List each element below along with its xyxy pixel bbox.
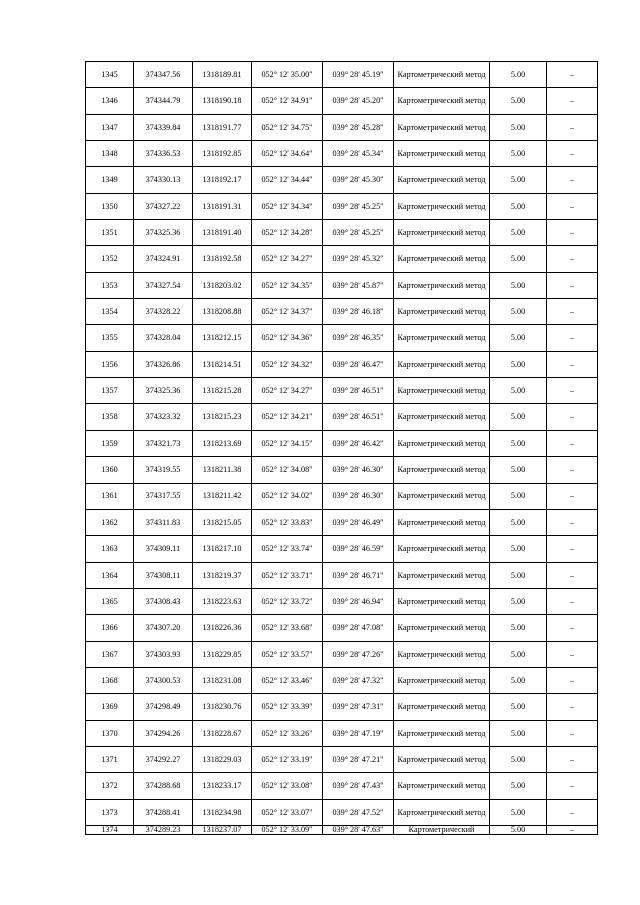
- point-number-cell: 1368: [86, 667, 134, 693]
- table-row: [86, 720, 598, 746]
- y-coordinate-cell: 1318228.67: [193, 720, 252, 746]
- accuracy-cell: 5.00: [490, 378, 547, 404]
- description-cell: –: [547, 562, 598, 588]
- coordinates-table: [85, 61, 598, 835]
- latitude-cell: 052° 12' 34.27": [252, 378, 323, 404]
- method-cell: Картометрический метод: [394, 193, 490, 219]
- method-cell: Картометрический метод: [394, 562, 490, 588]
- x-coordinate-cell: 374288.41: [134, 799, 193, 825]
- x-coordinate-cell: 374344.79: [134, 88, 193, 114]
- method-cell: Картометрический метод: [394, 694, 490, 720]
- longitude-cell: 039° 28' 45.28": [323, 114, 394, 140]
- table-row: [86, 193, 598, 219]
- method-cell: Картометрический метод: [394, 588, 490, 614]
- latitude-cell: 052° 12' 34.35": [252, 272, 323, 298]
- point-number-cell: 1349: [86, 167, 134, 193]
- accuracy-cell: 5.00: [490, 588, 547, 614]
- x-coordinate-cell: 374298.49: [134, 694, 193, 720]
- description-cell: –: [547, 378, 598, 404]
- description-cell: –: [547, 641, 598, 667]
- y-coordinate-cell: 1318211.42: [193, 483, 252, 509]
- point-number-cell: 1345: [86, 62, 134, 88]
- table-row: [86, 483, 598, 509]
- longitude-cell: 039° 28' 47.52": [323, 799, 394, 825]
- description-cell: –: [547, 667, 598, 693]
- point-number-cell: 1371: [86, 746, 134, 772]
- longitude-cell: 039° 28' 47.21": [323, 746, 394, 772]
- y-coordinate-cell: 1318233.17: [193, 773, 252, 799]
- latitude-cell: 052° 12' 33.83": [252, 509, 323, 535]
- latitude-cell: 052° 12' 34.21": [252, 404, 323, 430]
- table-row: [86, 246, 598, 272]
- point-number-cell: 1355: [86, 325, 134, 351]
- latitude-cell: 052° 12' 34.28": [252, 220, 323, 246]
- method-cell: Картометрический метод: [394, 773, 490, 799]
- description-cell: –: [547, 114, 598, 140]
- y-coordinate-cell: 1318213.69: [193, 430, 252, 456]
- accuracy-cell: 5.00: [490, 720, 547, 746]
- x-coordinate-cell: 374321.73: [134, 430, 193, 456]
- accuracy-cell: 5.00: [490, 246, 547, 272]
- x-coordinate-cell: 374294.26: [134, 720, 193, 746]
- method-cell: Картометрический метод: [394, 615, 490, 641]
- y-coordinate-cell: 1318215.28: [193, 378, 252, 404]
- description-cell: –: [547, 88, 598, 114]
- y-coordinate-cell: 1318191.31: [193, 193, 252, 219]
- description-cell: –: [547, 167, 598, 193]
- accuracy-cell: 5.00: [490, 430, 547, 456]
- method-cell: Картометрический метод: [394, 509, 490, 535]
- latitude-cell: 052° 12' 33.08": [252, 773, 323, 799]
- table-row: [86, 509, 598, 535]
- longitude-cell: 039° 28' 46.71": [323, 562, 394, 588]
- description-cell: –: [547, 220, 598, 246]
- point-number-cell: 1348: [86, 141, 134, 167]
- x-coordinate-cell: 374327.54: [134, 272, 193, 298]
- y-coordinate-cell: 1318215.05: [193, 509, 252, 535]
- x-coordinate-cell: 374336.53: [134, 141, 193, 167]
- accuracy-cell: 5.00: [490, 641, 547, 667]
- x-coordinate-cell: 374326.86: [134, 351, 193, 377]
- accuracy-cell: 5.00: [490, 773, 547, 799]
- method-cell: Картометрический метод: [394, 746, 490, 772]
- longitude-cell: 039° 28' 45.19": [323, 62, 394, 88]
- longitude-cell: 039° 28' 47.32": [323, 667, 394, 693]
- accuracy-cell: 5.00: [490, 299, 547, 325]
- accuracy-cell: 5.00: [490, 351, 547, 377]
- description-cell: –: [547, 62, 598, 88]
- method-cell: Картометрический метод: [394, 483, 490, 509]
- point-number-cell: 1369: [86, 694, 134, 720]
- y-coordinate-cell: 1318229.03: [193, 746, 252, 772]
- method-cell: Картометрический метод: [394, 114, 490, 140]
- x-coordinate-cell: 374328.04: [134, 325, 193, 351]
- table-row: [86, 667, 598, 693]
- accuracy-cell: 5.00: [490, 404, 547, 430]
- y-coordinate-cell: 1318208.88: [193, 299, 252, 325]
- latitude-cell: 052° 12' 34.64": [252, 141, 323, 167]
- y-coordinate-cell: 1318190.18: [193, 88, 252, 114]
- accuracy-cell: 5.00: [490, 536, 547, 562]
- method-cell: Картометрический метод: [394, 220, 490, 246]
- y-coordinate-cell: 1318203.02: [193, 272, 252, 298]
- table-row: [86, 746, 598, 772]
- point-number-cell: 1365: [86, 588, 134, 614]
- description-cell: –: [547, 430, 598, 456]
- latitude-cell: 052° 12' 34.32": [252, 351, 323, 377]
- longitude-cell: 039° 28' 47.08": [323, 615, 394, 641]
- description-cell: –: [547, 536, 598, 562]
- accuracy-cell: 5.00: [490, 272, 547, 298]
- longitude-cell: 039° 28' 46.94": [323, 588, 394, 614]
- accuracy-cell: 5.00: [490, 457, 547, 483]
- table-row: [86, 378, 598, 404]
- table-row: [86, 641, 598, 667]
- x-coordinate-cell: 374303.93: [134, 641, 193, 667]
- x-coordinate-cell: 374288.68: [134, 773, 193, 799]
- point-number-cell: 1367: [86, 641, 134, 667]
- latitude-cell: 052° 12' 33.09": [252, 825, 323, 834]
- point-number-cell: 1359: [86, 430, 134, 456]
- accuracy-cell: 5.00: [490, 799, 547, 825]
- latitude-cell: 052° 12' 33.72": [252, 588, 323, 614]
- method-cell: Картометрический метод: [394, 799, 490, 825]
- method-cell: Картометрический метод: [394, 430, 490, 456]
- accuracy-cell: 5.00: [490, 325, 547, 351]
- longitude-cell: 039° 28' 45.25": [323, 220, 394, 246]
- latitude-cell: 052° 12' 34.34": [252, 193, 323, 219]
- latitude-cell: 052° 12' 34.91": [252, 88, 323, 114]
- table-body: [86, 62, 598, 835]
- longitude-cell: 039° 28' 46.59": [323, 536, 394, 562]
- description-cell: –: [547, 404, 598, 430]
- x-coordinate-cell: 374325.36: [134, 220, 193, 246]
- accuracy-cell: 5.00: [490, 114, 547, 140]
- description-cell: –: [547, 773, 598, 799]
- longitude-cell: 039° 28' 46.49": [323, 509, 394, 535]
- x-coordinate-cell: 374311.83: [134, 509, 193, 535]
- point-number-cell: 1350: [86, 193, 134, 219]
- table-row: [86, 351, 598, 377]
- point-number-cell: 1356: [86, 351, 134, 377]
- x-coordinate-cell: 374289.23: [134, 825, 193, 834]
- x-coordinate-cell: 374309.11: [134, 536, 193, 562]
- table-row: [86, 272, 598, 298]
- longitude-cell: 039° 28' 46.42": [323, 430, 394, 456]
- accuracy-cell: 5.00: [490, 509, 547, 535]
- x-coordinate-cell: 374327.22: [134, 193, 193, 219]
- accuracy-cell: 5.00: [490, 746, 547, 772]
- method-cell: Картометрический метод: [394, 457, 490, 483]
- method-cell: Картометрический метод: [394, 246, 490, 272]
- x-coordinate-cell: 374347.56: [134, 62, 193, 88]
- y-coordinate-cell: 1318189.81: [193, 62, 252, 88]
- x-coordinate-cell: 374330.13: [134, 167, 193, 193]
- latitude-cell: 052° 12' 33.57": [252, 641, 323, 667]
- longitude-cell: 039° 28' 45.25": [323, 193, 394, 219]
- y-coordinate-cell: 1318212.15: [193, 325, 252, 351]
- table-row: [86, 299, 598, 325]
- point-number-cell: 1351: [86, 220, 134, 246]
- description-cell: –: [547, 799, 598, 825]
- method-cell: Картометрический метод: [394, 325, 490, 351]
- y-coordinate-cell: 1318237.07: [193, 825, 252, 834]
- accuracy-cell: 5.00: [490, 141, 547, 167]
- table-row: [86, 325, 598, 351]
- point-number-cell: 1363: [86, 536, 134, 562]
- accuracy-cell: 5.00: [490, 220, 547, 246]
- longitude-cell: 039° 28' 47.63": [323, 825, 394, 834]
- accuracy-cell: 5.00: [490, 615, 547, 641]
- latitude-cell: 052° 12' 34.27": [252, 246, 323, 272]
- y-coordinate-cell: 1318229.85: [193, 641, 252, 667]
- latitude-cell: 052° 12' 35.00": [252, 62, 323, 88]
- x-coordinate-cell: 374328.22: [134, 299, 193, 325]
- table-row: [86, 62, 598, 88]
- table-row: [86, 141, 598, 167]
- table-row: [86, 588, 598, 614]
- x-coordinate-cell: 374307.20: [134, 615, 193, 641]
- table-row: [86, 167, 598, 193]
- description-cell: –: [547, 720, 598, 746]
- latitude-cell: 052° 12' 34.37": [252, 299, 323, 325]
- longitude-cell: 039° 28' 47.19": [323, 720, 394, 746]
- y-coordinate-cell: 1318219.37: [193, 562, 252, 588]
- method-cell: Картометрический метод: [394, 404, 490, 430]
- y-coordinate-cell: 1318234.98: [193, 799, 252, 825]
- point-number-cell: 1352: [86, 246, 134, 272]
- latitude-cell: 052° 12' 34.44": [252, 167, 323, 193]
- point-number-cell: 1370: [86, 720, 134, 746]
- y-coordinate-cell: 1318214.51: [193, 351, 252, 377]
- accuracy-cell: 5.00: [490, 825, 547, 834]
- description-cell: –: [547, 141, 598, 167]
- point-number-cell: 1373: [86, 799, 134, 825]
- y-coordinate-cell: 1318230.76: [193, 694, 252, 720]
- accuracy-cell: 5.00: [490, 667, 547, 693]
- longitude-cell: 039° 28' 45.87": [323, 272, 394, 298]
- method-cell: Картометрический метод: [394, 167, 490, 193]
- y-coordinate-cell: 1318211.38: [193, 457, 252, 483]
- point-number-cell: 1361: [86, 483, 134, 509]
- table-row: [86, 562, 598, 588]
- longitude-cell: 039° 28' 45.34": [323, 141, 394, 167]
- point-number-cell: 1358: [86, 404, 134, 430]
- longitude-cell: 039° 28' 47.43": [323, 773, 394, 799]
- method-cell: Картометрический метод: [394, 351, 490, 377]
- y-coordinate-cell: 1318223.63: [193, 588, 252, 614]
- y-coordinate-cell: 1318192.17: [193, 167, 252, 193]
- y-coordinate-cell: 1318191.40: [193, 220, 252, 246]
- point-number-cell: 1357: [86, 378, 134, 404]
- description-cell: –: [547, 825, 598, 834]
- latitude-cell: 052° 12' 34.08": [252, 457, 323, 483]
- point-number-cell: 1366: [86, 615, 134, 641]
- description-cell: –: [547, 246, 598, 272]
- latitude-cell: 052° 12' 33.46": [252, 667, 323, 693]
- longitude-cell: 039° 28' 47.26": [323, 641, 394, 667]
- y-coordinate-cell: 1318231.08: [193, 667, 252, 693]
- description-cell: –: [547, 483, 598, 509]
- description-cell: –: [547, 457, 598, 483]
- accuracy-cell: 5.00: [490, 88, 547, 114]
- method-cell: Картометрический метод: [394, 62, 490, 88]
- method-cell: Картометрический: [394, 825, 490, 834]
- latitude-cell: 052° 12' 33.71": [252, 562, 323, 588]
- latitude-cell: 052° 12' 33.68": [252, 615, 323, 641]
- x-coordinate-cell: 374308.11: [134, 562, 193, 588]
- latitude-cell: 052° 12' 33.39": [252, 694, 323, 720]
- table-row: [86, 615, 598, 641]
- description-cell: –: [547, 351, 598, 377]
- longitude-cell: 039° 28' 46.30": [323, 483, 394, 509]
- table-row: [86, 536, 598, 562]
- y-coordinate-cell: 1318226.36: [193, 615, 252, 641]
- latitude-cell: 052° 12' 34.15": [252, 430, 323, 456]
- x-coordinate-cell: 374325.36: [134, 378, 193, 404]
- description-cell: –: [547, 509, 598, 535]
- longitude-cell: 039° 28' 45.30": [323, 167, 394, 193]
- accuracy-cell: 5.00: [490, 167, 547, 193]
- table-row: [86, 88, 598, 114]
- table-row: [86, 694, 598, 720]
- point-number-cell: 1364: [86, 562, 134, 588]
- method-cell: Картометрический метод: [394, 88, 490, 114]
- accuracy-cell: 5.00: [490, 483, 547, 509]
- table-row: [86, 457, 598, 483]
- point-number-cell: 1353: [86, 272, 134, 298]
- table-row: [86, 799, 598, 825]
- point-number-cell: 1372: [86, 773, 134, 799]
- point-number-cell: 1346: [86, 88, 134, 114]
- method-cell: Картометрический метод: [394, 141, 490, 167]
- y-coordinate-cell: 1318217.10: [193, 536, 252, 562]
- latitude-cell: 052° 12' 34.75": [252, 114, 323, 140]
- method-cell: Картометрический метод: [394, 667, 490, 693]
- x-coordinate-cell: 374323.32: [134, 404, 193, 430]
- latitude-cell: 052° 12' 33.74": [252, 536, 323, 562]
- description-cell: –: [547, 325, 598, 351]
- table-row: [86, 825, 598, 834]
- x-coordinate-cell: 374324.91: [134, 246, 193, 272]
- description-cell: –: [547, 272, 598, 298]
- description-cell: –: [547, 193, 598, 219]
- latitude-cell: 052° 12' 34.02": [252, 483, 323, 509]
- table-row: [86, 430, 598, 456]
- y-coordinate-cell: 1318192.85: [193, 141, 252, 167]
- method-cell: Картометрический метод: [394, 272, 490, 298]
- longitude-cell: 039° 28' 46.51": [323, 378, 394, 404]
- description-cell: –: [547, 588, 598, 614]
- method-cell: Картометрический метод: [394, 720, 490, 746]
- y-coordinate-cell: 1318215.23: [193, 404, 252, 430]
- table-row: [86, 404, 598, 430]
- x-coordinate-cell: 374317.55: [134, 483, 193, 509]
- longitude-cell: 039° 28' 46.18": [323, 299, 394, 325]
- description-cell: –: [547, 746, 598, 772]
- longitude-cell: 039° 28' 46.30": [323, 457, 394, 483]
- description-cell: –: [547, 299, 598, 325]
- accuracy-cell: 5.00: [490, 193, 547, 219]
- method-cell: Картометрический метод: [394, 299, 490, 325]
- y-coordinate-cell: 1318192.58: [193, 246, 252, 272]
- latitude-cell: 052° 12' 33.26": [252, 720, 323, 746]
- longitude-cell: 039° 28' 45.32": [323, 246, 394, 272]
- description-cell: –: [547, 615, 598, 641]
- longitude-cell: 039° 28' 46.51": [323, 404, 394, 430]
- method-cell: Картометрический метод: [394, 641, 490, 667]
- description-cell: –: [547, 694, 598, 720]
- point-number-cell: 1354: [86, 299, 134, 325]
- accuracy-cell: 5.00: [490, 62, 547, 88]
- latitude-cell: 052° 12' 33.07": [252, 799, 323, 825]
- accuracy-cell: 5.00: [490, 694, 547, 720]
- table-row: [86, 114, 598, 140]
- point-number-cell: 1362: [86, 509, 134, 535]
- longitude-cell: 039° 28' 46.47": [323, 351, 394, 377]
- x-coordinate-cell: 374319.55: [134, 457, 193, 483]
- table-row: [86, 773, 598, 799]
- x-coordinate-cell: 374300.53: [134, 667, 193, 693]
- method-cell: Картометрический метод: [394, 378, 490, 404]
- longitude-cell: 039° 28' 46.35": [323, 325, 394, 351]
- x-coordinate-cell: 374308.43: [134, 588, 193, 614]
- point-number-cell: 1360: [86, 457, 134, 483]
- latitude-cell: 052° 12' 34.36": [252, 325, 323, 351]
- longitude-cell: 039° 28' 47.31": [323, 694, 394, 720]
- point-number-cell: 1374: [86, 825, 134, 834]
- accuracy-cell: 5.00: [490, 562, 547, 588]
- y-coordinate-cell: 1318191.77: [193, 114, 252, 140]
- point-number-cell: 1347: [86, 114, 134, 140]
- table-row: [86, 220, 598, 246]
- x-coordinate-cell: 374292.27: [134, 746, 193, 772]
- x-coordinate-cell: 374339.84: [134, 114, 193, 140]
- method-cell: Картометрический метод: [394, 536, 490, 562]
- longitude-cell: 039° 28' 45.20": [323, 88, 394, 114]
- latitude-cell: 052° 12' 33.19": [252, 746, 323, 772]
